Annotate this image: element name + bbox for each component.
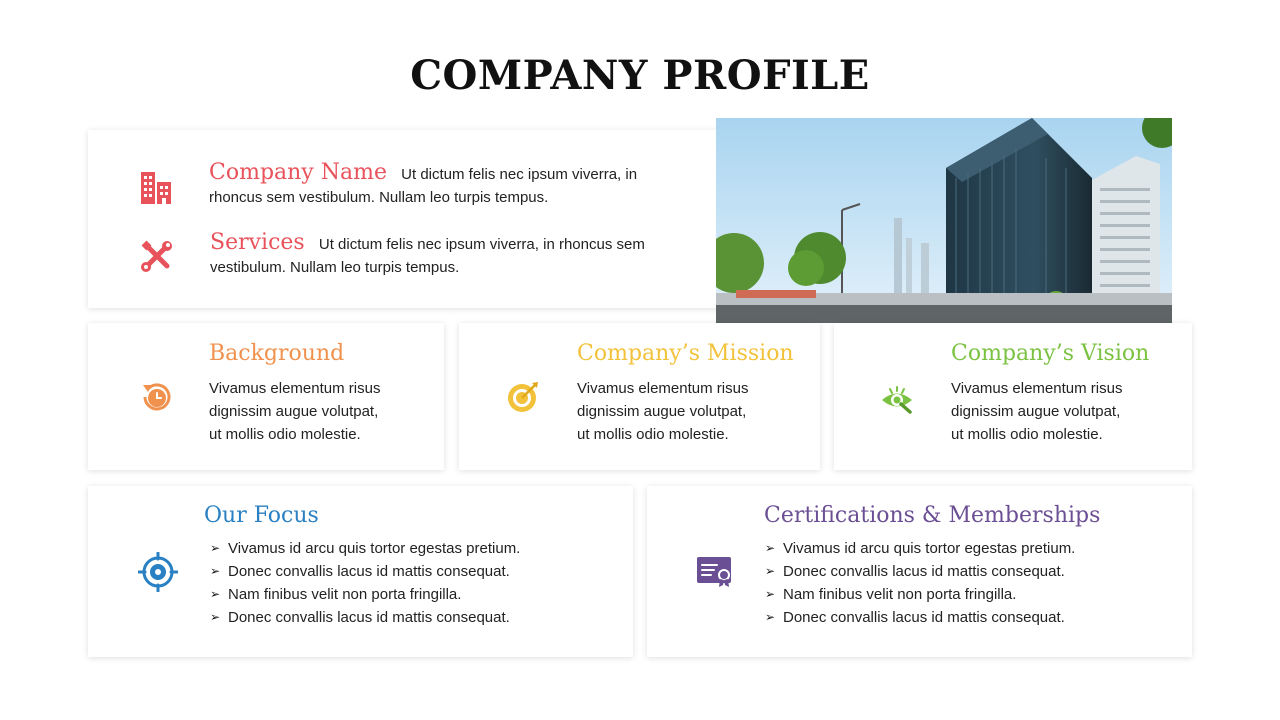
background-line-3: ut mollis odio molestie. xyxy=(209,426,361,443)
mission-card xyxy=(459,323,820,470)
list-item: ➢ Donec convallis lacus id mattis consequat. xyxy=(210,606,520,629)
services-heading: Services xyxy=(210,230,305,255)
vision-line-3: ut mollis odio molestie. xyxy=(951,426,1103,443)
company-name-heading: Company Name xyxy=(209,160,387,185)
services-text: Ut dictum felis nec ipsum viverra, in rhoncus sem vestibulum. Nullam leo turpis tempus. xyxy=(210,236,645,276)
focus-heading: Our Focus xyxy=(204,503,319,528)
mission-line-3: ut mollis odio molestie. xyxy=(577,426,729,443)
list-item: ➢ Nam finibus velit non porta fringilla. xyxy=(765,583,1100,606)
list-item: ➢ Vivamus id arcu quis tortor egestas pretium. xyxy=(765,537,1100,560)
mission-line-2: dignissim augue volutpat, xyxy=(577,403,747,420)
vision-heading: Company’s Vision xyxy=(951,341,1150,366)
vision-card xyxy=(834,323,1192,470)
city-buildings-photo xyxy=(716,118,1172,323)
certifications-card xyxy=(647,486,1192,657)
list-item: ➢ Donec convallis lacus id mattis consequat. xyxy=(210,560,520,583)
page-title: COMPANY PROFILE xyxy=(410,52,870,99)
vision-block xyxy=(951,343,1149,446)
building-icon xyxy=(138,170,174,206)
company-name-row xyxy=(209,162,679,209)
vision-line-1: Vivamus elementum risus xyxy=(951,380,1123,397)
background-heading: Background xyxy=(209,341,345,366)
clock-history-icon xyxy=(139,379,175,415)
company-card xyxy=(88,130,729,308)
certifications-block xyxy=(764,505,1100,629)
certificate-icon xyxy=(695,554,735,588)
company-name-text: Ut dictum felis nec ipsum viverra, in rhoncus sem vestibulum. Nullam leo turpis tempus. xyxy=(209,166,638,206)
target-icon xyxy=(505,379,541,415)
list-item: ➢ Donec convallis lacus id mattis consequat. xyxy=(765,606,1100,629)
mission-block xyxy=(577,343,794,446)
mission-heading: Company’s Mission xyxy=(577,341,794,366)
tools-icon xyxy=(139,238,175,274)
list-item: ➢ Donec convallis lacus id mattis consequat. xyxy=(765,560,1100,583)
crosshair-icon xyxy=(138,552,178,592)
services-row xyxy=(210,232,650,279)
focus-card xyxy=(88,486,633,657)
list-item: ➢ Nam finibus velit non porta fringilla. xyxy=(210,583,520,606)
background-line-2: dignissim augue volutpat, xyxy=(209,403,379,420)
list-item: ➢ Vivamus id arcu quis tortor egestas pretium. xyxy=(210,537,520,560)
background-block xyxy=(209,343,380,446)
focus-list xyxy=(210,537,520,629)
vision-line-2: dignissim augue volutpat, xyxy=(951,403,1121,420)
background-line-1: Vivamus elementum risus xyxy=(209,380,381,397)
certifications-list xyxy=(765,537,1100,629)
focus-block xyxy=(204,505,520,629)
background-card xyxy=(88,323,444,470)
certifications-heading: Certifications & Memberships xyxy=(764,503,1101,528)
eye-search-icon xyxy=(880,381,916,417)
mission-line-1: Vivamus elementum risus xyxy=(577,380,749,397)
